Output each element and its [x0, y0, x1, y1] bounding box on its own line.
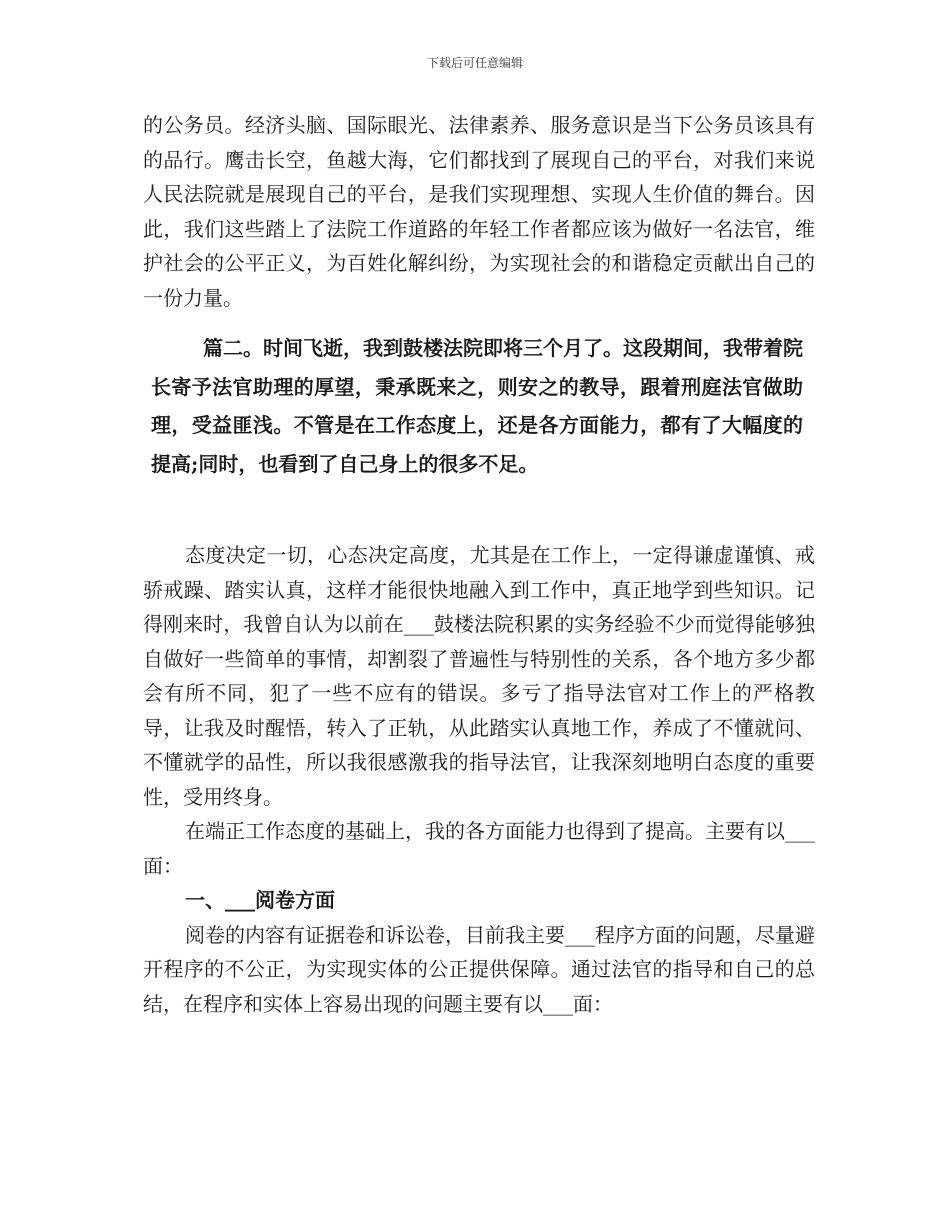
page-header: 下载后可任意编辑 [426, 56, 523, 70]
paragraph-2-bold: 篇二。时间飞逝，我到鼓楼法院即将三个月了。这段期间，我带着院长寄予法官助理的厚望，秉承既来之，则安之的教导，跟着刑庭法官做助理，受益匪浅。不管是在工作态度上，还是各方面能力，都有了大幅度的提高;同时，也看到了自己身上的很多不足。 [151, 336, 803, 476]
paragraph-3: 态度决定一切，心态决定高度，尤其是在工作上，一定得谦虚谨慎、戒骄戒躁、踏实认真，这样才能很快地融入到工作中，真正地学到些知识。记得刚来时，我曾自认为以前在___鼓楼法院积累的实务经验不少而觉得能够独自做好一些简单的事情，却割裂了普遍性与特别性的关系，各个地方多少都会有所不同，犯了一些不应有的错误。多亏了指导法官对工作上的严格教导，让我及时醒悟，转入了正轨，从此踏实认真地工作，养成了不懂就问、不懂就学的品性，所以我很感激我的指导法官，让我深刻地明白态度的重要性，受用终身。 [143, 543, 815, 809]
section-heading-1: 一、___阅卷方面 [185, 888, 335, 912]
paragraph-5: 阅卷的内容有证据卷和诉讼卷，目前我主要___程序方面的问题，尽量避开程序的不公正，为实现实体的公正提供保障。通过法官的指导和自己的总结，在程序和实体上容易出现的问题主要有以___面： [143, 922, 815, 1016]
spacer [143, 503, 815, 538]
paragraph-1: 的公务员。经济头脑、国际眼光、法律素养、服务意识是当下公务员该具有的品行。鹰击长空，鱼越大海，它们都找到了展现自己的平台，对我们来说人民法院就是展现自己的平台，是我们实现理想、实现人生价值的舞台。因此，我们这些踏上了法院工作道路的年轻工作者都应该为做好一名法官，维护社会的公平正义，为百姓化解纠纷，为实现社会的和谐稳定贡献出自己的一份力量。 [143, 113, 815, 310]
document-body [143, 108, 815, 1021]
paragraph-4: 在端正工作态度的基础上，我的各方面能力也得到了提高。主要有以___面： [143, 819, 815, 878]
